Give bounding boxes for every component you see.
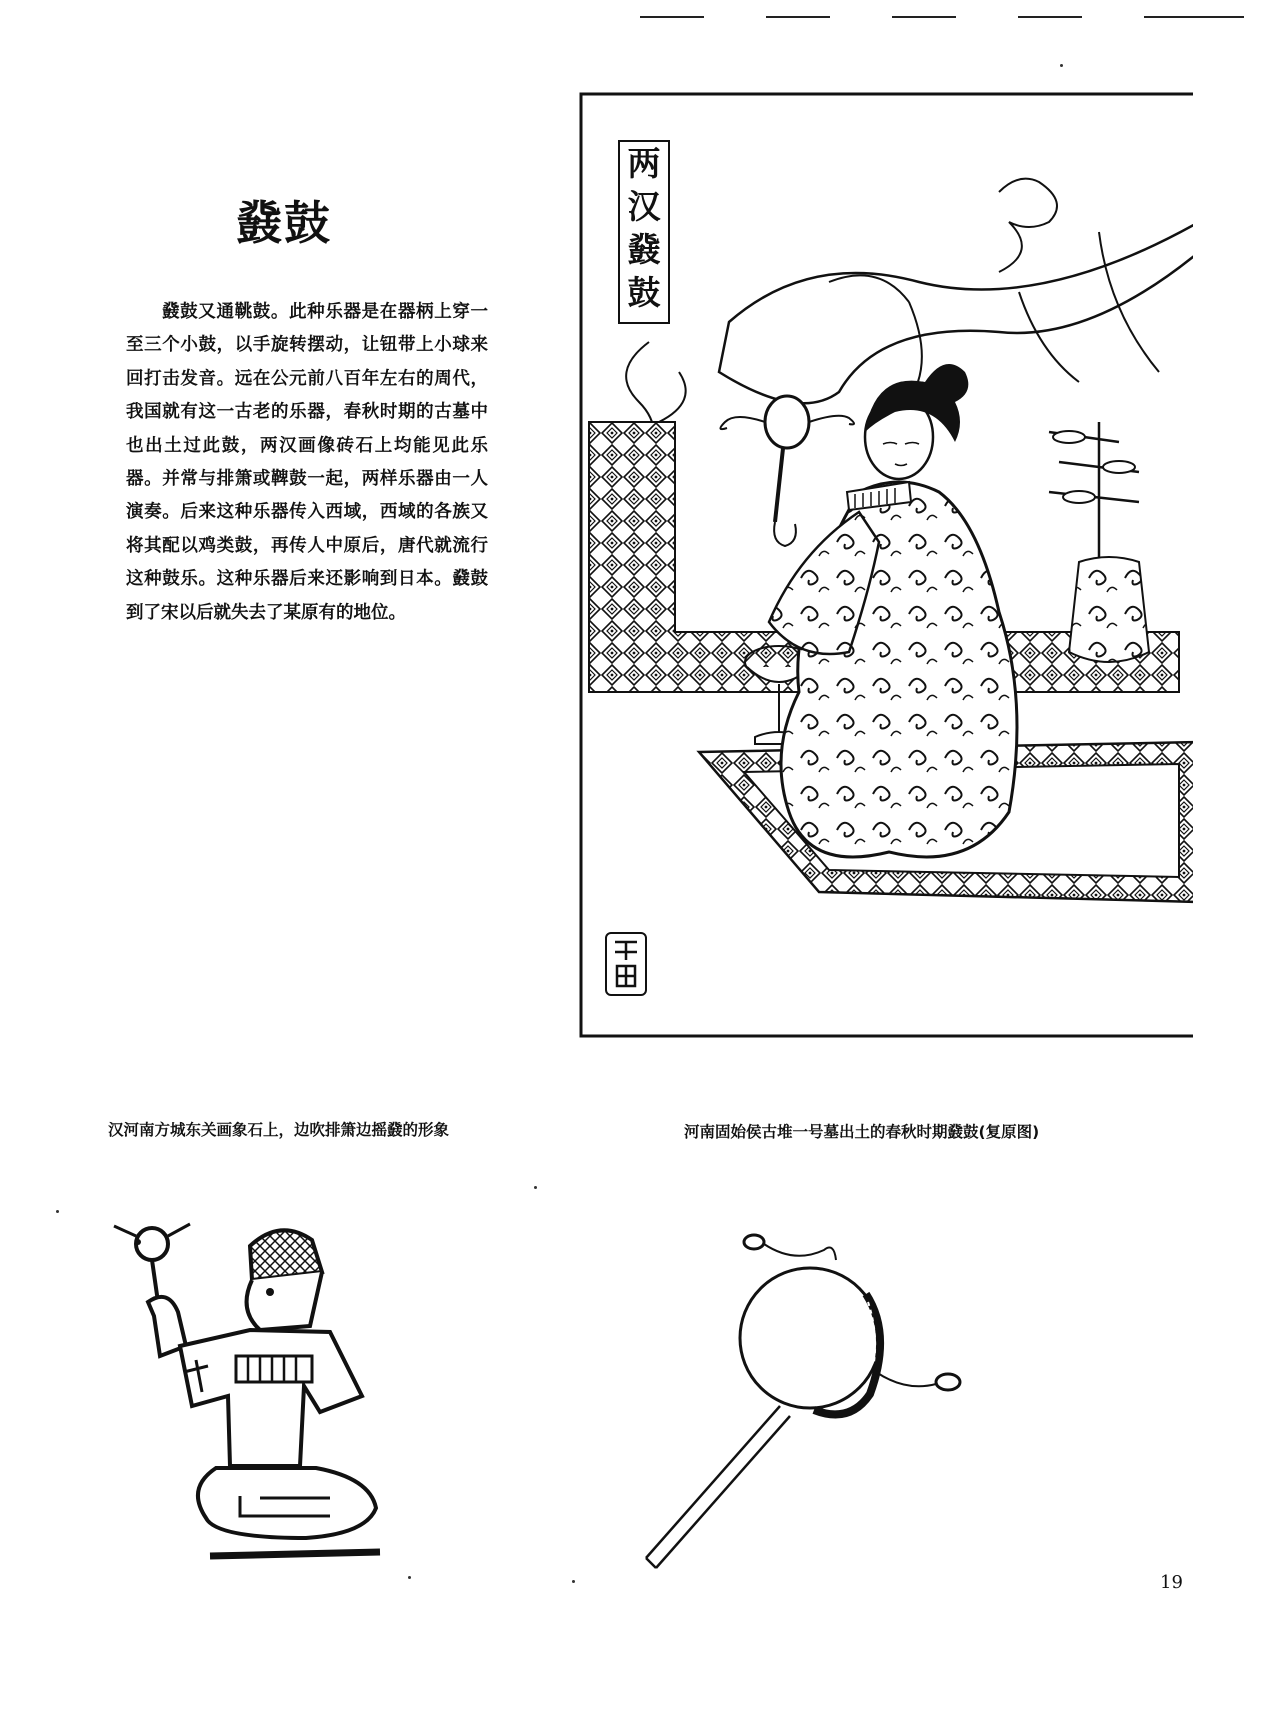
caption-right: 河南固始侯古堆一号墓出土的春秋时期鼗鼓(复原图) xyxy=(684,1123,1040,1141)
top-rule xyxy=(766,16,830,18)
drum-reconstruction xyxy=(630,1222,1050,1582)
illustration-title-char: 两 xyxy=(627,144,661,183)
relief-figure xyxy=(100,1206,420,1586)
scan-speck xyxy=(534,1186,537,1189)
top-rule xyxy=(892,16,956,18)
seal-mark xyxy=(607,934,645,994)
main-illustration xyxy=(579,92,1193,1040)
top-rule xyxy=(1144,16,1244,18)
musician-illustration xyxy=(579,92,1193,1040)
caption-left: 汉河南方城东关画象石上，边吹排箫边摇鼗的形象 xyxy=(108,1121,450,1139)
body-paragraph: 鼗鼓又通鞉鼓。此种乐器是在器柄上穿一至三个小鼓，以手旋转摆动，让钮带上小球来回打击发音。远在公元前八百年左右的周代，我国就有这一古老的乐器，春秋时期的古墓中也出土过此鼓，两汉画像砖石上均能见此乐器。并常与排箫或鞞鼓一起，两样乐器由一人演奏。后来这种乐器传入西域，西域的各族又将其配以鸡类鼓，再传人中原后，唐代就流行这种鼓乐。这种乐器后来还影响到日本。鼗鼓到了宋以后就失去了某原有的地位。 xyxy=(126,302,488,623)
relief-musician-drawing xyxy=(100,1206,420,1586)
top-rule xyxy=(1018,16,1082,18)
illustration-title-box xyxy=(618,140,670,324)
top-rule xyxy=(640,16,704,18)
page-title: 鼗鼓 xyxy=(236,195,332,250)
scan-speck xyxy=(572,1580,575,1583)
illustration-title-char: 鼗 xyxy=(627,230,661,269)
illustration-title-char: 汉 xyxy=(627,187,661,226)
page-number: 19 xyxy=(1160,1572,1183,1593)
scan-speck xyxy=(408,1576,411,1579)
illustration-title-char: 鼓 xyxy=(627,273,661,312)
taogu-drum-drawing xyxy=(630,1222,1050,1582)
scan-speck xyxy=(56,1210,59,1213)
scan-speck xyxy=(1060,64,1063,67)
artist-seal xyxy=(605,932,647,996)
